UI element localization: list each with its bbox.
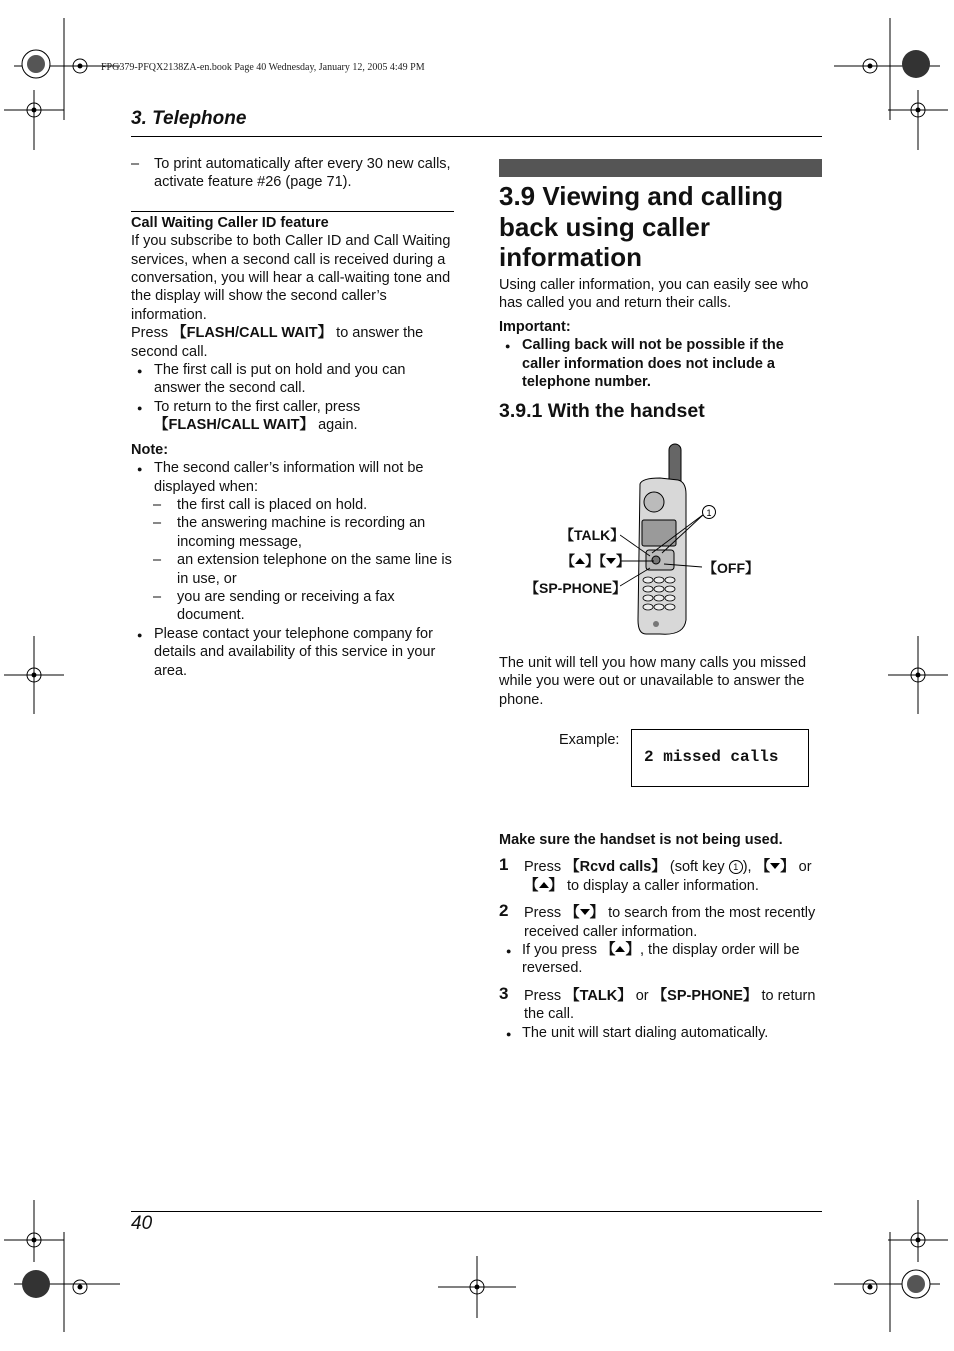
callout-number: 1 <box>706 508 712 518</box>
press-word: Press <box>131 325 169 342</box>
step-3-number: 3 <box>499 983 509 1003</box>
cw-title: Call Waiting Caller ID feature <box>131 214 329 231</box>
step-1-number: 1 <box>499 855 509 875</box>
down-arrow-icon <box>606 558 616 564</box>
off-label: 【OFF】 <box>703 560 759 576</box>
step-1-or: or <box>798 859 812 876</box>
sp-phone-label: 【SP-PHONE】 <box>525 580 627 596</box>
section-title: 3.9 Viewing and calling back using caller information <box>499 181 784 272</box>
cw-press-paragraph <box>131 324 454 361</box>
arrow-keys-label <box>561 551 630 571</box>
step-3 <box>499 983 822 1024</box>
step-2-sub-a: If you press <box>522 942 597 959</box>
steps-block <box>499 831 822 1042</box>
talk-label: 【TALK】 <box>560 527 625 543</box>
step-3-press: Press <box>524 987 562 1004</box>
cw-intro: If you subscribe to both Caller ID and Call Waiting services, when a second call is received during a conversation, you will hear a call-waiting tone and the display will show the second caller’s information. <box>131 233 451 323</box>
page-number: 40 <box>131 1213 153 1234</box>
down-arrow-icon <box>770 863 780 869</box>
important-bullet: ● Calling back will not be possible if the caller information does not include a telephone number. <box>499 336 822 391</box>
step-3-sub: ● The unit will start dialing automatically. <box>474 1024 822 1042</box>
step-2-number: 2 <box>499 901 509 921</box>
note-label: Note: <box>131 441 169 458</box>
step-2-sub-b: , the display order will be reversed. <box>522 942 800 977</box>
up-arrow-icon <box>539 882 549 888</box>
up-key: 【 】 <box>524 877 563 894</box>
step-1-comma: ), <box>742 859 752 876</box>
up-arrow-icon <box>575 558 585 564</box>
header-rule <box>131 136 822 137</box>
arrow-bracket-mid: 】【 <box>585 553 606 569</box>
lcd-display <box>631 729 809 787</box>
section-header: 3. Telephone <box>131 108 247 129</box>
example-label: Example: <box>559 732 620 748</box>
note-bullet-1: ● The second caller’s information will not be displayed when: <box>131 459 454 496</box>
down-key: 【 】 <box>565 905 605 922</box>
make-sure-text: Make sure the handset is not being used. <box>499 832 783 848</box>
important-label: Important: <box>499 318 571 335</box>
arrow-bracket-l: 【 <box>561 553 575 569</box>
footer-rule <box>131 1211 822 1212</box>
to-answer-text: to answer the second call. <box>131 325 424 360</box>
down-key: 【 】 <box>755 859 795 876</box>
talk-key: 【TALK】 <box>565 987 632 1004</box>
step-2-press: Press <box>524 905 562 922</box>
step-1 <box>499 855 822 895</box>
step-1-press: Press <box>524 859 562 876</box>
right-intro-block <box>499 276 822 391</box>
handset-illustration <box>620 440 730 640</box>
left-column <box>131 155 454 680</box>
up-key: 【 】 <box>600 942 640 959</box>
step-3-or: or <box>635 987 649 1004</box>
subsection-title: 3.9.1 With the handset <box>499 400 705 422</box>
flash-call-wait-key: 【FLASH/CALL WAIT】 <box>172 325 333 342</box>
bullet-return <box>131 398 454 435</box>
step-2-sub <box>474 941 822 978</box>
again-text: again. <box>318 417 358 434</box>
step-3-rest: to return the call. <box>524 987 816 1023</box>
missed-calls-text: The unit will tell you how many calls you missed while you were out or unavailable to answer the phone. <box>499 655 807 708</box>
sp-phone-key: 【SP-PHONE】 <box>652 987 758 1004</box>
lcd-text: 2 missed calls <box>644 748 779 766</box>
step-1-softkey: (soft key <box>669 859 725 876</box>
note-dash-1: – the first call is placed on hold. <box>131 496 454 514</box>
print-info-line: FPG379-PFQX2138ZA-en.book Page 40 Wednesday, January 12, 2005 4:49 PM <box>101 62 425 73</box>
note-dash-2: – the answering machine is recording an incoming message, <box>131 514 454 551</box>
return-text: To return to the first caller, press <box>154 398 361 415</box>
rcvd-calls-key: 【Rcvd calls】 <box>565 859 666 876</box>
intro-text: Using caller information, you can easily see who has called you and return their calls. <box>499 277 809 312</box>
bullet-hold: ● The first call is put on hold and you can answer the second call. <box>131 361 454 398</box>
flash-call-wait-key-2: 【FLASH/CALL WAIT】 <box>154 417 315 434</box>
softkey-circle-icon: 1 <box>729 860 743 874</box>
arrow-bracket-r: 】 <box>616 553 630 569</box>
step-2 <box>499 901 822 941</box>
down-arrow-icon <box>580 909 590 915</box>
step-1-rest: to display a caller information. <box>567 877 759 894</box>
cw-rule <box>131 211 454 212</box>
note-dash-3: – an extension telephone on the same line is in use, or <box>131 551 454 588</box>
up-arrow-icon <box>615 946 625 952</box>
auto-print-note: – To print automatically after every 30 new calls, activate feature #26 (page 71). <box>131 155 454 192</box>
step-2-rest: to search from the most recently received caller information. <box>524 905 816 940</box>
section-bar <box>499 159 822 177</box>
note-bullet-2: ● Please contact your telephone company for details and availability of this service in your area. <box>131 625 454 680</box>
note-dash-4: – you are sending or receiving a fax document. <box>131 588 454 625</box>
